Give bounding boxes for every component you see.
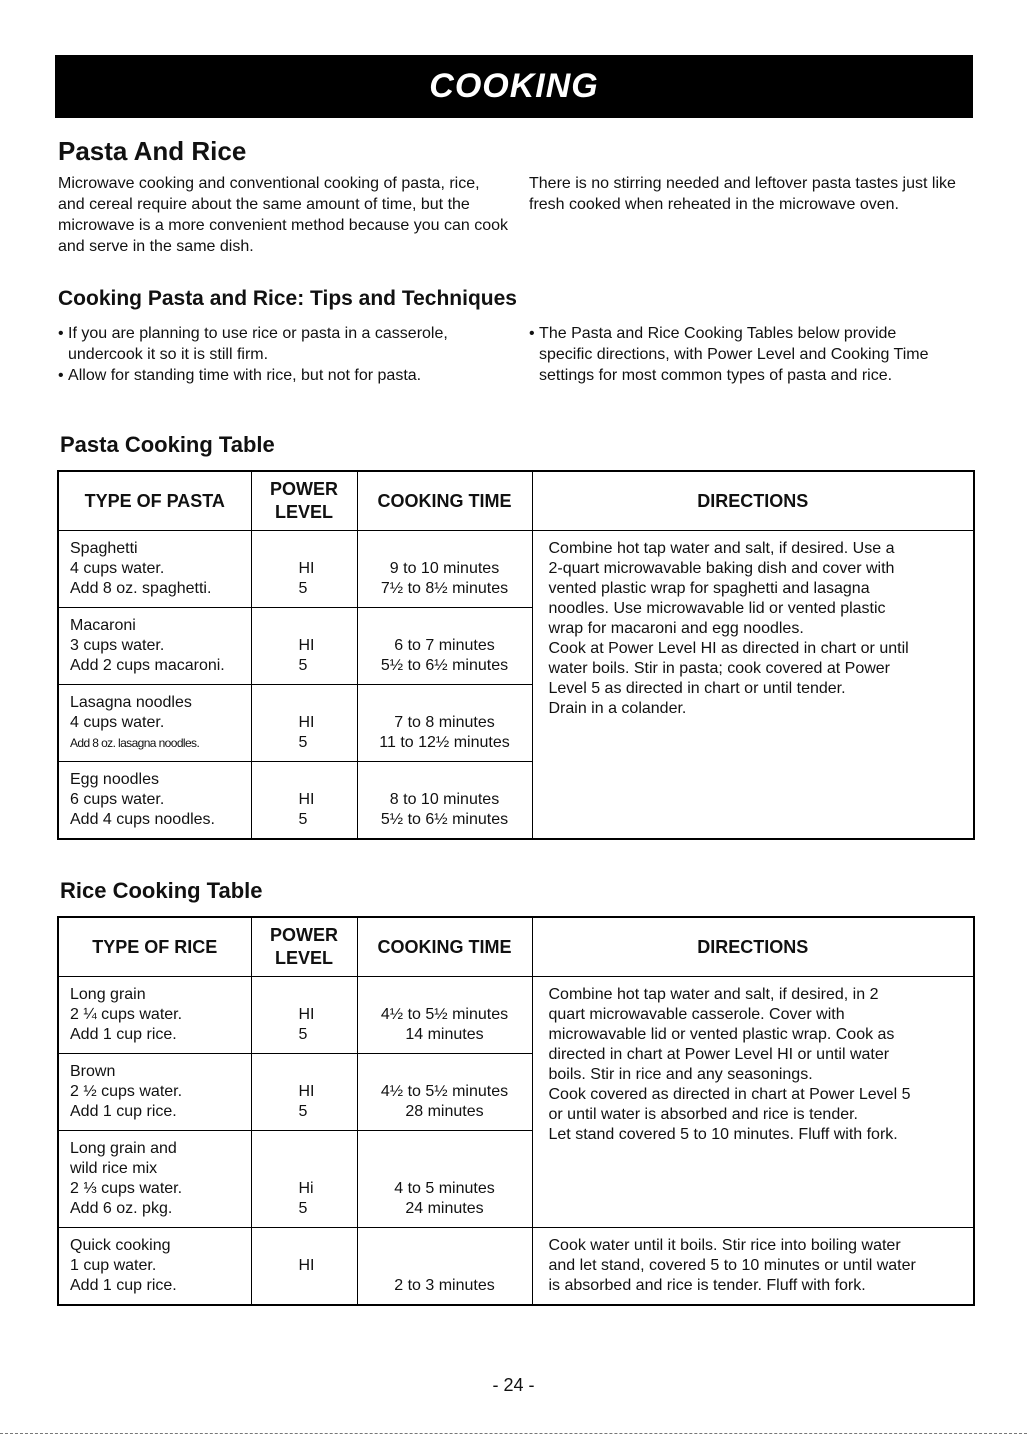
directions-cell-line: quart microwavable casserole. Cover with <box>548 1006 845 1023</box>
type-cell-line: 3 cups water. <box>70 637 165 654</box>
cooking-time-cell-line: 11 to 12½ minutes <box>379 734 510 751</box>
cooking-time-cell-line: 7 to 8 minutes <box>394 714 495 731</box>
power-level-cell-line: 5 <box>298 1026 308 1043</box>
tip-item: • The Pasta and Rice Cooking Tables below provide specific directions, with Power Level and Cooking Time settings for most common types of pasta and rice. <box>529 323 951 386</box>
power-level-cell-line: 5 <box>298 1200 308 1217</box>
type-cell-line: Add 6 oz. pkg. <box>70 1200 173 1217</box>
directions-cell-line: is absorbed and rice is tender. Fluff with fork. <box>548 1277 866 1294</box>
cooking-time-cell-line <box>358 693 532 713</box>
directions-cell-line: Combine hot tap water and salt, if desired. Use a <box>548 540 895 557</box>
directions-cell-line: noodles. Use microwavable lid or vented plastic <box>548 600 886 617</box>
type-cell <box>58 762 251 840</box>
type-cell-line: Add 8 oz. spaghetti. <box>70 580 212 597</box>
power-level-cell-line: HI <box>298 1257 315 1274</box>
power-level-cell-line <box>299 1276 357 1296</box>
cooking-time-cell-line: 8 to 10 minutes <box>389 791 500 808</box>
type-cell-line: 2 ⅓ cups water. <box>70 1180 183 1197</box>
column-header-directions: DIRECTIONS <box>532 471 974 531</box>
type-cell-line: Add 1 cup rice. <box>70 1277 177 1294</box>
type-cell <box>58 977 251 1054</box>
power-level-cell-line: 5 <box>298 1103 308 1120</box>
type-cell-line: Add 8 oz. lasagna noodles. <box>70 736 200 750</box>
type-cell <box>58 685 251 762</box>
power-level-cell-line <box>299 985 357 1005</box>
type-cell-line: wild rice mix <box>70 1160 158 1177</box>
cooking-time-cell-line: 14 minutes <box>405 1026 484 1043</box>
directions-cell <box>532 1228 974 1306</box>
directions-cell-line: directed in chart at Power Level HI or until water <box>548 1046 890 1063</box>
power-level-cell-line <box>299 1139 357 1159</box>
type-cell-line: Spaghetti <box>70 540 138 557</box>
intro-left-paragraph: Microwave cooking and conventional cooking of pasta, rice, and cereal require about the same amount of time, but the microwave is a more convenient method because you can cook and serve in the same dish. <box>58 175 509 255</box>
power-level-cell <box>251 977 357 1054</box>
page-title: Pasta And Rice <box>58 136 247 166</box>
type-cell-line: Macaroni <box>70 617 136 634</box>
power-level-cell-line: HI <box>298 560 315 577</box>
directions-cell-line: water boils. Stir in pasta; cook covered at Power <box>548 660 890 677</box>
page-bottom-rule <box>0 1433 1027 1434</box>
cooking-time-cell-line <box>358 539 532 559</box>
directions-cell <box>532 977 974 1228</box>
power-level-cell-line <box>299 1159 357 1179</box>
directions-cell-line: boils. Stir in rice and any seasonings. <box>548 1066 813 1083</box>
power-level-cell <box>251 762 357 840</box>
power-level-cell-line: HI <box>298 1006 315 1023</box>
cooking-time-cell-line: 5½ to 6½ minutes <box>380 811 509 828</box>
directions-cell-line: Combine hot tap water and salt, if desired, in 2 <box>548 986 879 1003</box>
column-header-cooking-time: COOKING TIME <box>357 471 532 531</box>
table-header-row <box>58 471 974 531</box>
directions-cell-line: Cook covered as directed in chart at Power Level 5 <box>548 1086 911 1103</box>
power-level-cell-line: 5 <box>298 580 308 597</box>
directions-cell-line: microwavable lid or vented plastic wrap. Cook as <box>548 1026 895 1043</box>
power-level-cell-line: HI <box>298 1083 315 1100</box>
power-level-cell-line: 5 <box>298 811 308 828</box>
cooking-time-cell-line: 4½ to 5½ minutes <box>380 1083 509 1100</box>
cooking-time-cell-line: 9 to 10 minutes <box>389 560 500 577</box>
column-header-cooking-time: COOKING TIME <box>357 917 532 977</box>
table-row <box>58 977 974 1054</box>
power-level-cell <box>251 1228 357 1306</box>
tip-item: • If you are planning to use rice or pasta in a casserole, undercook it so it is still firm. <box>58 323 510 365</box>
directions-cell-line: 2-quart microwavable baking dish and cover with <box>548 560 895 577</box>
column-header-power-level: POWER LEVEL <box>251 917 357 977</box>
type-cell-line: 4 cups water. <box>70 560 165 577</box>
type-cell-line: Add 1 cup rice. <box>70 1103 177 1120</box>
tips-right-list <box>529 323 951 386</box>
table-row <box>58 1228 974 1306</box>
cooking-time-cell-line <box>358 770 532 790</box>
directions-cell-line: Level 5 as directed in chart or until tender. <box>548 680 846 697</box>
directions-cell-line: Drain in a colander. <box>548 700 687 717</box>
power-level-cell-line: Hi <box>298 1180 314 1197</box>
cooking-time-cell-line <box>358 985 532 1005</box>
power-level-cell <box>251 685 357 762</box>
power-level-cell-line: 5 <box>298 657 308 674</box>
directions-cell-line: Cook at Power Level HI as directed in chart or until <box>548 640 909 657</box>
cooking-time-cell-line <box>358 1062 532 1082</box>
table-row <box>58 531 974 608</box>
cooking-time-cell <box>357 762 532 840</box>
directions-cell-line: vented plastic wrap for spaghetti and lasagna <box>548 580 870 597</box>
rice-cooking-table <box>57 916 975 1306</box>
type-cell <box>58 531 251 608</box>
table-header-row <box>58 917 974 977</box>
type-cell-line: 2 ¼ cups water. <box>70 1006 183 1023</box>
power-level-cell-line <box>299 539 357 559</box>
directions-cell-line: wrap for macaroni and egg noodles. <box>548 620 804 637</box>
power-level-cell-line: HI <box>298 791 315 808</box>
type-cell-line: Long grain and <box>70 1140 177 1157</box>
cooking-time-cell-line: 4 to 5 minutes <box>394 1180 495 1197</box>
type-cell <box>58 1228 251 1306</box>
pasta-cooking-table <box>57 470 975 840</box>
power-level-cell <box>251 531 357 608</box>
pasta-table-title: Pasta Cooking Table <box>60 432 275 457</box>
tips-left-list <box>58 323 510 386</box>
cooking-time-cell-line <box>358 1159 532 1179</box>
cooking-time-cell <box>357 608 532 685</box>
cooking-time-cell-line: 4½ to 5½ minutes <box>380 1006 509 1023</box>
type-cell-line: Quick cooking <box>70 1237 171 1254</box>
column-header-directions: DIRECTIONS <box>532 917 974 977</box>
power-level-cell <box>251 608 357 685</box>
type-cell-line: Long grain <box>70 986 146 1003</box>
cooking-time-cell-line: 24 minutes <box>405 1200 484 1217</box>
type-cell-line: Brown <box>70 1063 116 1080</box>
type-cell <box>58 1054 251 1131</box>
type-cell-line: 1 cup water. <box>70 1257 157 1274</box>
cooking-time-cell <box>357 1131 532 1228</box>
type-cell-line: Add 4 cups noodles. <box>70 811 215 828</box>
type-cell <box>58 1131 251 1228</box>
directions-cell-line: Cook water until it boils. Stir rice into boiling water <box>548 1237 901 1254</box>
section-banner: COOKING <box>55 55 973 118</box>
column-header-type: TYPE OF RICE <box>58 917 251 977</box>
power-level-cell <box>251 1054 357 1131</box>
cooking-time-cell-line <box>358 616 532 636</box>
power-level-cell-line: HI <box>298 714 315 731</box>
power-level-cell-line: 5 <box>298 734 308 751</box>
power-level-cell-line <box>299 693 357 713</box>
power-level-cell <box>251 1131 357 1228</box>
directions-cell-line: or until water is absorbed and rice is tender. <box>548 1106 858 1123</box>
column-header-type: TYPE OF PASTA <box>58 471 251 531</box>
rice-table-title: Rice Cooking Table <box>60 878 263 903</box>
power-level-cell-line <box>299 1062 357 1082</box>
cooking-time-cell-line: 5½ to 6½ minutes <box>380 657 509 674</box>
type-cell-line: 4 cups water. <box>70 714 165 731</box>
power-level-cell-line <box>299 1236 357 1256</box>
power-level-cell-line <box>299 616 357 636</box>
type-cell-line: 6 cups water. <box>70 791 165 808</box>
tip-item: • Allow for standing time with rice, but not for pasta. <box>58 365 510 386</box>
type-cell-line: 2 ½ cups water. <box>70 1083 183 1100</box>
directions-cell-line: Let stand covered 5 to 10 minutes. Fluff with fork. <box>548 1126 898 1143</box>
cooking-time-cell-line <box>358 1236 532 1256</box>
type-cell-line: Add 1 cup rice. <box>70 1026 177 1043</box>
type-cell <box>58 608 251 685</box>
tips-heading: Cooking Pasta and Rice: Tips and Techniques <box>58 287 517 310</box>
cooking-time-cell <box>357 685 532 762</box>
directions-cell-line: and let stand, covered 5 to 10 minutes or until water <box>548 1257 916 1274</box>
directions-cell <box>532 531 974 840</box>
column-header-power-level: POWER LEVEL <box>251 471 357 531</box>
type-cell-line: Lasagna noodles <box>70 694 192 711</box>
type-cell-line: Add 2 cups macaroni. <box>70 657 225 674</box>
cooking-time-cell-line: 2 to 3 minutes <box>394 1277 495 1294</box>
power-level-cell-line <box>299 770 357 790</box>
cooking-time-cell-line <box>358 1139 532 1159</box>
power-level-cell-line: HI <box>298 637 315 654</box>
cooking-time-cell <box>357 531 532 608</box>
cooking-time-cell-line: 28 minutes <box>405 1103 484 1120</box>
page-number: - 24 - <box>492 1375 535 1395</box>
cooking-time-cell <box>357 1054 532 1131</box>
cooking-time-cell-line <box>358 1256 532 1276</box>
intro-right-paragraph: There is no stirring needed and leftover pasta tastes just like fresh cooked when reheated in the microwave oven. <box>529 175 956 213</box>
cooking-time-cell-line: 7½ to 8½ minutes <box>380 580 509 597</box>
cooking-time-cell <box>357 1228 532 1306</box>
type-cell-line: Egg noodles <box>70 771 159 788</box>
cooking-time-cell <box>357 977 532 1054</box>
cooking-time-cell-line: 6 to 7 minutes <box>394 637 495 654</box>
